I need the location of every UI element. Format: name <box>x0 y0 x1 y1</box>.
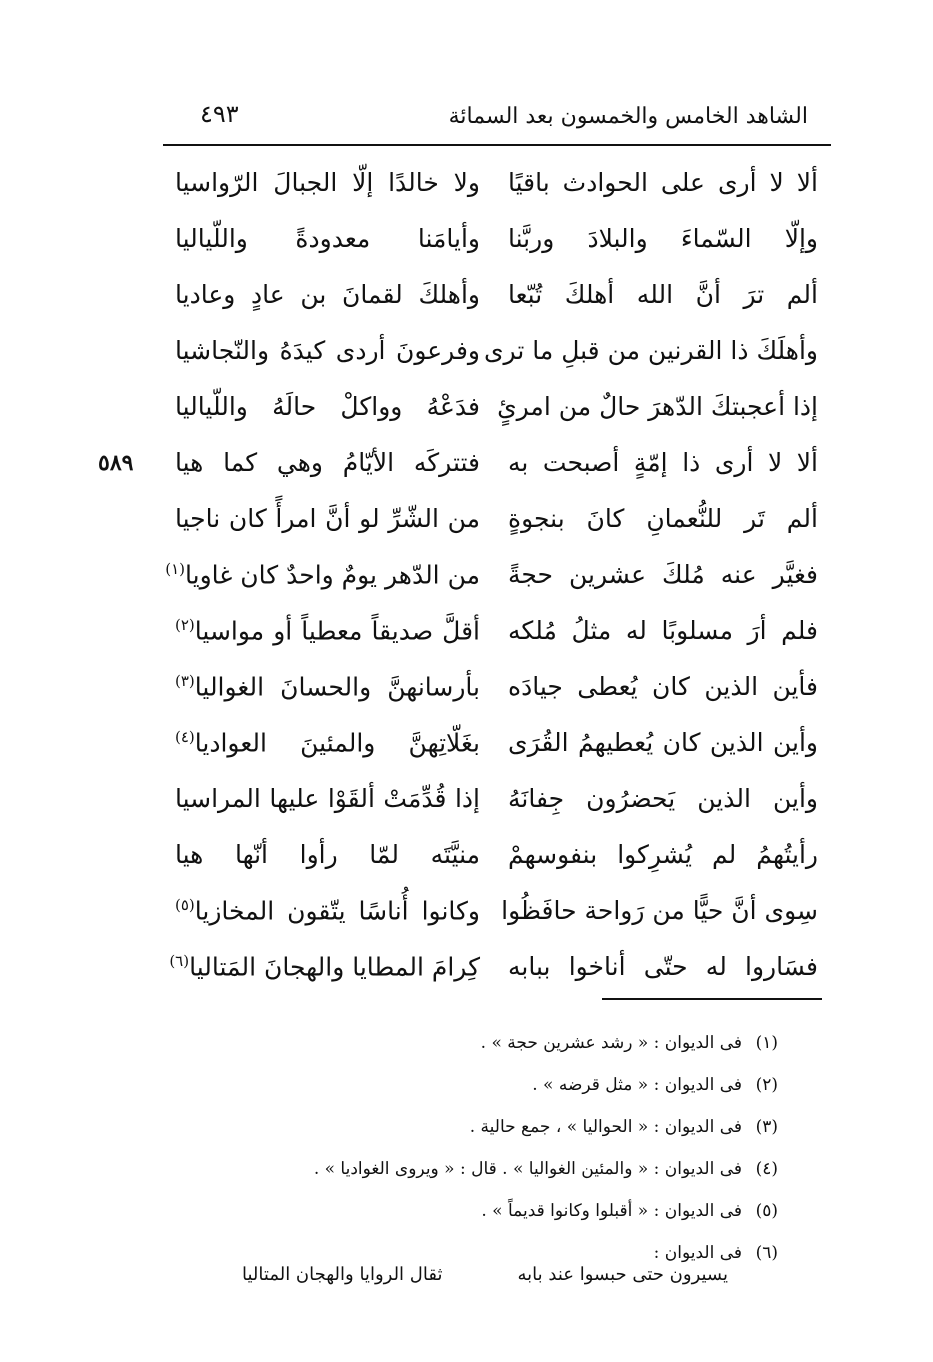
verse-line <box>0 384 933 442</box>
second-hemistich-text: فتتركَه الأيّامُ وهي كما هيا <box>175 448 480 477</box>
verse-line <box>0 664 933 722</box>
footnote-verse-second-hemistich: ثقال الروايا والهجان المتاليا <box>242 1264 443 1285</box>
footnote-reference: (٦) <box>169 952 190 970</box>
second-hemistich-text: أقلَّ صديقاً معطياً أو مواسيا <box>194 616 480 646</box>
second-hemistich <box>175 504 480 533</box>
page-number: ٤٩٣ <box>200 100 239 128</box>
footnote-verse <box>0 1264 933 1298</box>
footnote-number: (٢) <box>755 1075 778 1095</box>
second-hemistich <box>175 784 480 813</box>
footnote <box>314 1064 778 1106</box>
second-hemistich-text: وأيامَنا معدودةً واللّياليا <box>175 224 480 253</box>
first-hemistich: فأين الذين كان يُعطى جيادَه <box>508 672 818 701</box>
footnote-number: (٦) <box>755 1243 778 1263</box>
footnote-reference: (١) <box>165 560 186 578</box>
second-hemistich <box>175 840 480 869</box>
verse-line <box>0 440 933 498</box>
footnote <box>314 1106 778 1148</box>
second-hemistich <box>175 392 480 421</box>
footnote-text: فى الديوان : <box>653 1243 742 1263</box>
footnote-reference: (٥) <box>175 896 195 914</box>
verse-line <box>0 944 933 1002</box>
second-hemistich-text: بغَلّاتِهنَّ والمئينَ العواديا <box>194 728 480 758</box>
verse-line <box>0 888 933 946</box>
footnote-text: فى الديوان : « أقبلوا وكانوا قديماً » . <box>481 1201 742 1221</box>
header-rule <box>163 144 831 146</box>
verse-line <box>0 496 933 554</box>
second-hemistich-text: فدَعْهُ وواكلْ حالَهُ واللّياليا <box>175 392 480 421</box>
footnote <box>314 1190 778 1232</box>
second-hemistich-text: ولا خالدًا إلّا الجبالَ الرّواسيا <box>175 168 480 197</box>
verse-line <box>0 832 933 890</box>
first-hemistich: ألم تَر للنُّعمانِ كانَ بنجوةٍ <box>508 504 818 533</box>
footnote-rule <box>602 998 822 1000</box>
second-hemistich-text: منيَّتَه لمّا رأوا أنّها هيا <box>175 840 480 869</box>
first-hemistich: ألا لا أرى على الحوادث باقيًا <box>508 168 818 197</box>
second-hemistich <box>175 616 480 645</box>
verse-line <box>0 272 933 330</box>
first-hemistich: ألم ترَ أنَّ الله أهلكَ تُبّعا <box>508 280 818 309</box>
footnotes <box>314 1022 778 1274</box>
footnote <box>314 1022 778 1064</box>
verse-line <box>0 160 933 218</box>
first-hemistich: سِوى أنَّ حيًّا من رَواحة حافَظُوا <box>501 896 818 925</box>
second-hemistich-text: بأرسانهنَّ والحسانَ الغواليا <box>194 672 480 702</box>
footnote-text: فى الديوان : « والمئين الغواليا » . قال : « ويروى الغواديا » . <box>313 1159 742 1179</box>
footnote-text: فى الديوان : « مثل قرضه » . <box>532 1075 742 1095</box>
verse-line <box>0 552 933 610</box>
margin-number: ٥٨٩ <box>98 450 134 476</box>
footnote-reference: (٤) <box>175 728 195 746</box>
second-hemistich <box>175 728 480 757</box>
first-hemistich: فغيَّر عنه مُلكَ عشرين حجةً <box>508 560 818 589</box>
verse-line <box>0 720 933 778</box>
second-hemistich-text: وكانوا أُناسًا يتّقون المخازيا <box>194 896 480 926</box>
second-hemistich <box>175 448 480 477</box>
second-hemistich <box>175 224 480 253</box>
footnote-number: (٣) <box>755 1117 778 1137</box>
footnote-reference: (٣) <box>175 672 195 690</box>
verse-line <box>0 328 933 386</box>
first-hemistich: فلم أرَ مسلوبًا له مثلُ مُلكه <box>508 616 818 645</box>
footnote <box>314 1148 778 1190</box>
footnote-number: (٤) <box>755 1159 778 1179</box>
footnote-text: فى الديوان : « الحواليا » ، جمع حالية . <box>469 1117 742 1137</box>
second-hemistich <box>175 672 480 701</box>
footnote-reference: (٢) <box>175 616 195 634</box>
first-hemistich: إذا أعجبتكَ الدّهرَ حالٌ من امرئٍ <box>497 392 818 421</box>
second-hemistich <box>175 168 480 197</box>
second-hemistich-text: وأهلكَ لقمانَ بن عادٍ وعاديا <box>175 280 480 309</box>
first-hemistich: وأين الذين يَحضرُون جِفانَهُ <box>508 784 818 813</box>
second-hemistich <box>169 952 480 982</box>
verse-line <box>0 776 933 834</box>
second-hemistich-text: من الدّهر يومٌ واحدٌ كان غاويا <box>185 560 480 590</box>
verse-line <box>0 216 933 274</box>
first-hemistich: رأيتُهمُ لم يُشرِكوا بنفوسهمْ <box>508 840 818 869</box>
running-head: الشاهد الخامس والخمسون بعد السمائة <box>448 104 808 129</box>
verse-line <box>0 608 933 666</box>
first-hemistich: فسَاروا له حتّى أناخوا ببابه <box>508 952 818 981</box>
first-hemistich: ألا لا أرى ذا إمّةٍ أصبحت به <box>508 448 818 477</box>
footnote-text: فى الديوان : « رشد عشرين حجة » . <box>480 1033 742 1053</box>
second-hemistich-text: كِرامَ المطايا والهجانَ المَتاليا <box>189 952 480 982</box>
footnote-number: (١) <box>755 1033 778 1053</box>
second-hemistich-text: وفرعونَ أردى كيدَهُ والنّجاشيا <box>175 336 480 365</box>
second-hemistich <box>175 336 480 365</box>
second-hemistich <box>175 896 480 925</box>
footnote-verse-first-hemistich: يسيرون حتى حبسوا عند بابه <box>517 1264 728 1285</box>
first-hemistich: وإلّا السّماءَ والبلادَ وربَّنا <box>508 224 818 253</box>
second-hemistich-text: إذا قُدِّمَتْ ألقَوْا عليها المراسيا <box>175 784 480 813</box>
second-hemistich-text: من الشّرِّ لو أنَّ امرأً كان ناجيا <box>175 504 480 533</box>
footnote-number: (٥) <box>755 1201 778 1221</box>
second-hemistich <box>175 280 480 309</box>
second-hemistich <box>165 560 480 590</box>
first-hemistich: وأهلَكَ ذا القرنين من قبلِ ما ترى <box>483 336 818 365</box>
first-hemistich: وأين الذين كان يُعطيهمُ القُرَى <box>508 728 818 757</box>
